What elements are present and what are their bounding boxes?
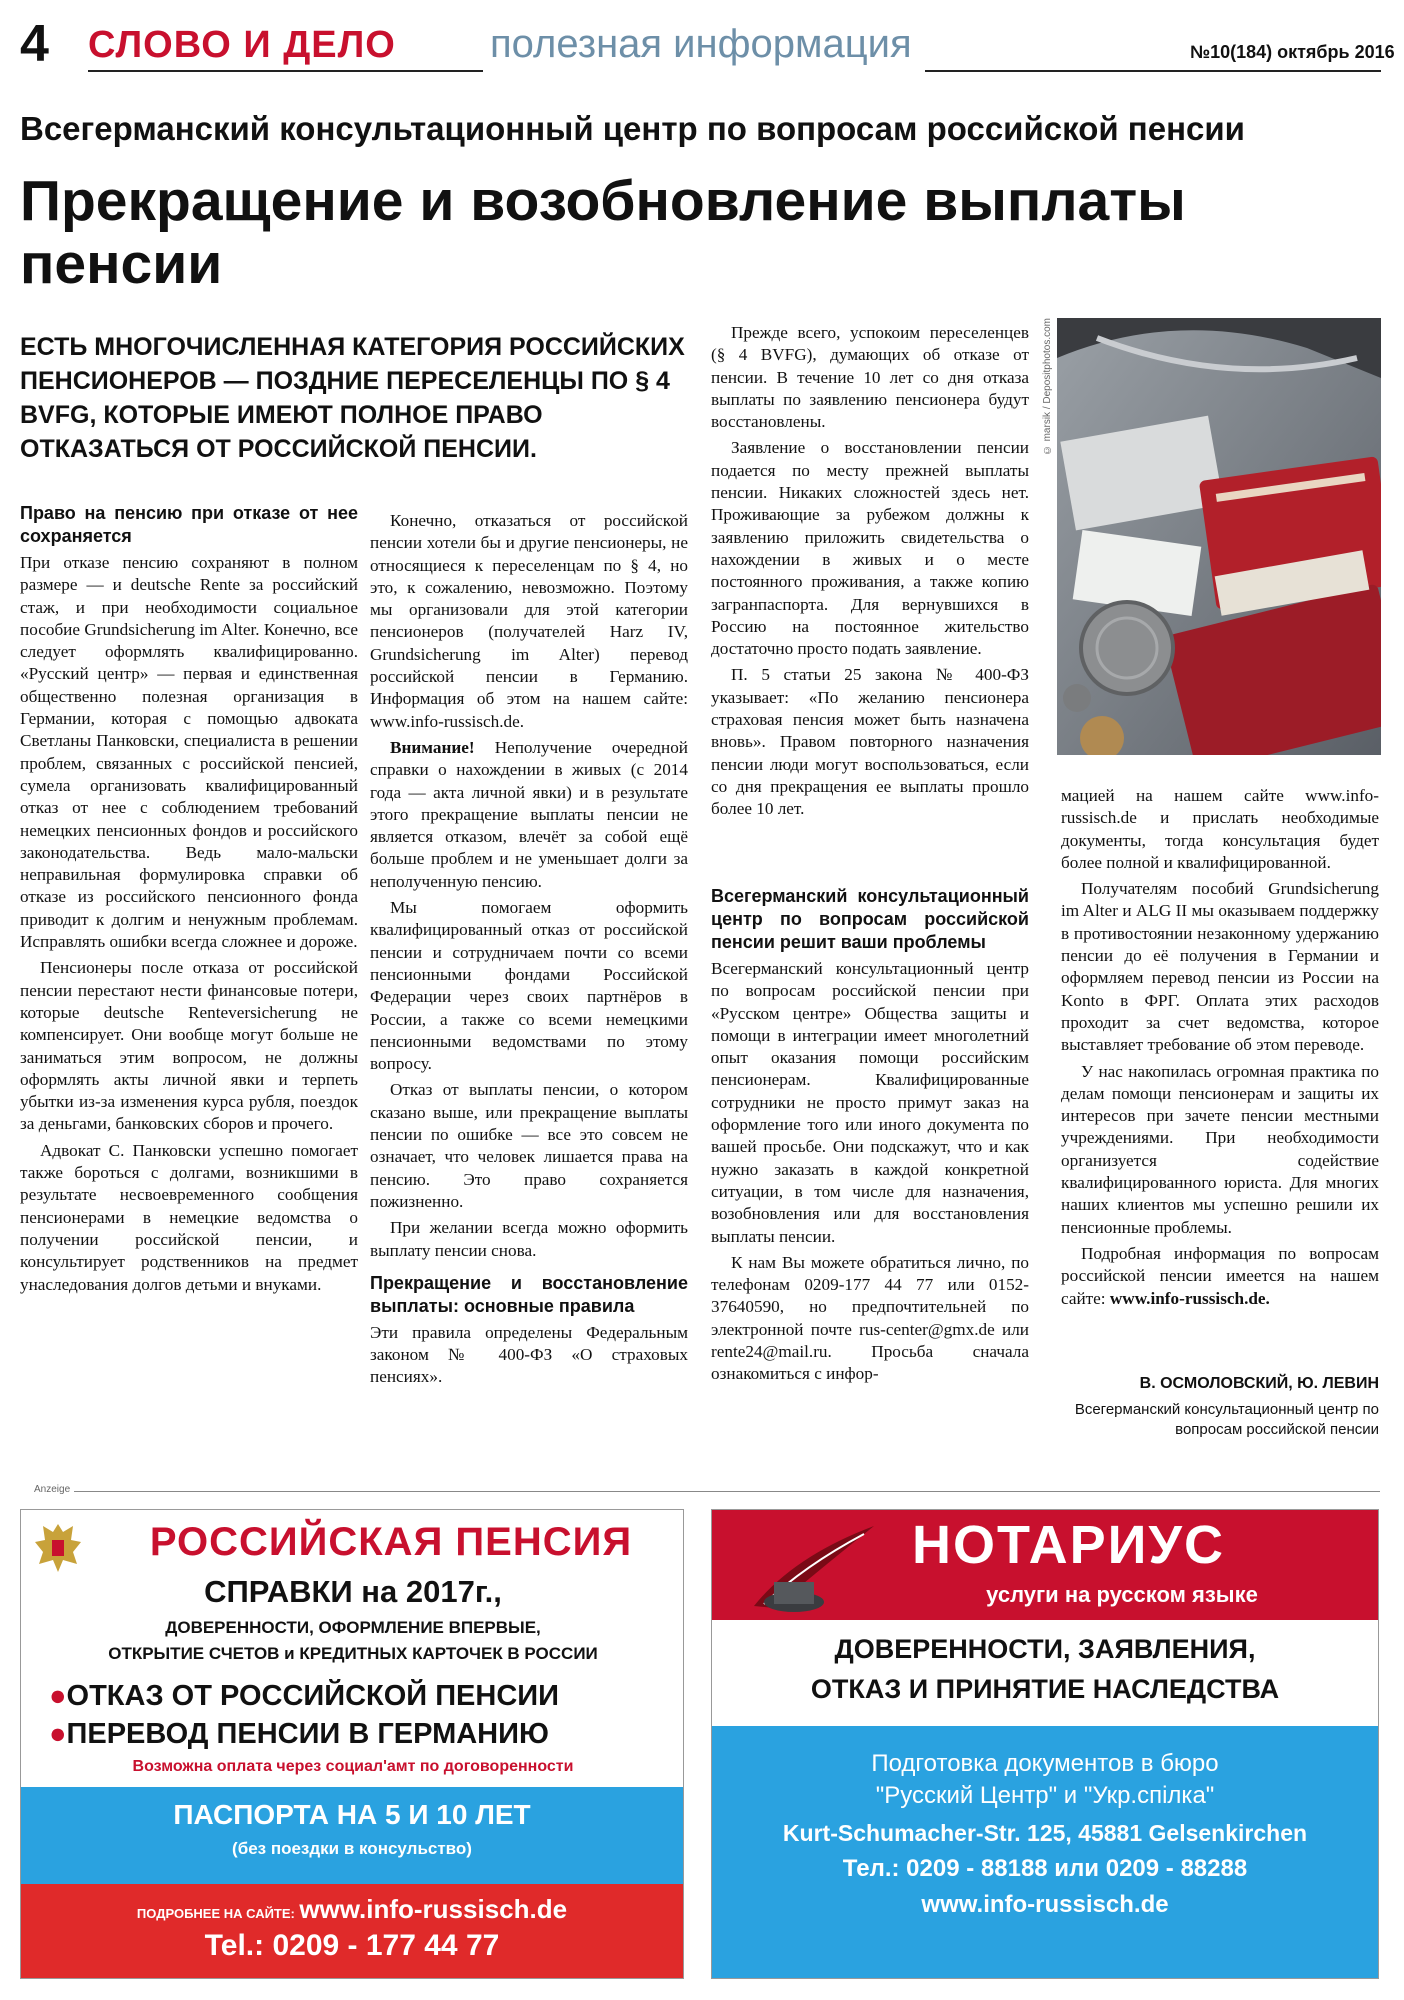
ad2-subtitle: услуги на русском языке	[986, 1582, 1258, 1607]
attention-text: Неполучение очередной справки о нахождении в живых (с 2014 года — акта личной явки) и в результате этого прекращение выплаты пенсии не является отказом, влечёт за собой ещё больше проблем и не уменьшает долги за неполученную пенсию.	[370, 737, 688, 891]
ad1-payment-note: Возможна оплата через социал'амт по договоренности	[132, 1758, 574, 1775]
ad1-passport-note: (без поездки в консульство)	[232, 1839, 472, 1858]
ad1-phone[interactable]: Tel.: 0209 - 177 44 77	[204, 1929, 500, 1962]
article-headline: Прекращение и возобновление выплаты пенсии	[20, 169, 1186, 296]
header-rule-right	[925, 70, 1381, 72]
ad2-bureau-line1: Подготовка документов в бюро	[871, 1750, 1219, 1777]
paragraph: У нас накопилась огромная практика по делам помощи пенсионерам и защиты их интересов при зачете пенсии местными учреждениями. При необходимости организуется содействие квалифицированного юриста. Для многих наших клиентов мы успешно решили их пенсионные проблемы.	[1061, 1061, 1379, 1237]
paragraph: К нам Вы можете обратиться лично, по телефонам 0209-177 44 77 или 0152-37640590, но предпочтительней по электронной почте rus-center@gmx.de или rente24@mail.ru. Просьба сначала ознакомиться с инфор-	[711, 1252, 1029, 1384]
ad-russian-pension	[20, 1509, 684, 1979]
ad1-services-line1: ДОВЕРЕННОСТИ, ОФОРМЛЕНИЕ ВПЕРВЫЕ,	[165, 1618, 541, 1637]
ad1-services-line2: ОТКРЫТИЕ СЧЕТОВ и КРЕДИТНЫХ КАРТОЧЕК В РОССИИ	[108, 1644, 598, 1663]
ad2-banner	[712, 1510, 1378, 1620]
ad1-site-row	[21, 1894, 683, 1925]
article-column-3	[711, 322, 1029, 825]
article-column-2	[370, 510, 688, 1393]
article-column-4	[1061, 785, 1379, 1314]
ad2-address: Kurt-Schumacher-Str. 125, 45881 Gelsenkirchen	[782, 1820, 1308, 1846]
author-names: В. ОСМОЛОВСКИЙ, Ю. ЛЕВИН	[1139, 1375, 1379, 1392]
article-column-1	[20, 502, 358, 1300]
paragraph	[1061, 1243, 1379, 1310]
article-column-3-continued	[711, 885, 1029, 1390]
ad1-site-label: ПОДРОБНЕЕ НА САЙТЕ:	[136, 1906, 295, 1921]
ad1-website[interactable]: www.info-russisch.de	[299, 1894, 568, 1924]
ad2-services-line1: ДОВЕРЕННОСТИ, ЗАЯВЛЕНИЯ,	[834, 1634, 1256, 1664]
paragraph: Эти правила определены Федеральным законом № 400-ФЗ «О страховых пенсиях».	[370, 1322, 688, 1387]
paragraph: мацией на нашем сайте www.info-russisch.de и прислать необходимые документы, тогда консультация будет более полной и квалифицированной.	[1061, 786, 1379, 872]
subhead-center: Всегерманский консультационный центр по вопросам российской пенсии решит ваши проблемы	[711, 886, 1029, 952]
bullet-icon: ●	[49, 1680, 67, 1712]
subhead-rules: Прекращение и восстановление выплаты: основные правила	[370, 1272, 688, 1316]
ad1-passport: ПАСПОРТА НА 5 И 10 ЛЕТ	[173, 1799, 531, 1830]
paragraph: Заявление о восстановлении пенсии подается по месту прежней выплаты пенсии. Никаких сложностей здесь нет. Проживающие за рубежом должны к заявлению приложить свидетельства о нахождении в живых и о месте постоянного проживания, а также копию загранпаспорта. Для вернувшихся в Россию на постоянное жительство достаточно просто подать заявление.	[711, 438, 1029, 659]
ad2-services-line2: ОТКАЗ И ПРИНЯТИЕ НАСЛЕДСТВА	[810, 1674, 1280, 1704]
attention-label: Внимание!	[390, 737, 475, 757]
paragraph: Отказ от выплаты пенсии, о котором сказано выше, или прекращение выплаты пенсии по ошибке — все это совсем не означает, что человек лишается права на пенсию. Это право сохраняется пожизненно.	[370, 1080, 688, 1211]
paragraph: При отказе пенсию сохраняют в полном размере — и deutsche Rente за российский стаж, и при необходимости социальное пособие Grundsicherung im Alter. Конечно, все следует оформлять квалифицированно. «Русский центр» — первая и единственная общественно полезная организация в Германии, которая с помощью адвоката Светланы Панковски, специалиста в решении проблем, связанных с российской пенсией, сумела организовать квалифицированный отказ от нее с соблюдением требований немецких пенсионных фондов и российского законодательства. Ведь мало-мальски неправильная формулировка справки об отказе из российского пенсионного фонда приводит к долгим и ненужным проблемам. Исправлять ошибки всегда сложнее и дороже.	[20, 553, 358, 952]
header-rule-left	[88, 70, 483, 72]
pension-documents-illustration	[1057, 318, 1381, 755]
paragraph: При желании всегда можно оформить выплату пенсии снова.	[370, 1218, 688, 1260]
ad1-certificates: СПРАВКИ на 2017г.,	[204, 1574, 502, 1609]
newspaper-brand: СЛОВО И ДЕЛО	[88, 24, 396, 66]
paragraph: Прежде всего, успокоим переселенцев (§ 4 BVFG), думающих об отказе от пенсии. В течение 10 лет со дня отказа выплаты по заявлению пенсионера будут восстановлены.	[711, 323, 1029, 432]
ad1-passport-band	[21, 1787, 683, 1884]
ad1-contact-band	[21, 1884, 683, 1979]
ad2-title: НОТАРИУС	[912, 1515, 1225, 1575]
page-number: 4	[20, 15, 49, 73]
author-organization: Всегерманский консультационный центр по вопросам российской пенсии	[1074, 1401, 1379, 1438]
quill-inkwell-icon	[734, 1516, 884, 1616]
ad2-website[interactable]: www.info-russisch.de	[921, 1891, 1169, 1918]
paragraph: Получателям пособий Grundsicherung im Alter и ALG II мы оказываем поддержку в противостоянии незаконному удержанию пенсии до её получения в Германии и оформляем перевод пенсии из России на Konto в ФРГ. Оплата этих расходов проходит за счет ведомства, которое выставляет требование об этом переводе.	[1061, 879, 1379, 1055]
ad2-contact-band	[712, 1726, 1378, 1979]
website-link[interactable]: www.info-russisch.de.	[1109, 1288, 1270, 1308]
coat-of-arms-icon	[33, 1518, 83, 1576]
issue-info: №10(184) октябрь 2016	[1190, 42, 1395, 62]
ad1-title: РОССИЙСКАЯ ПЕНСИЯ	[149, 1520, 633, 1564]
subhead-right-to-pension: Право на пенсию при отказе от нее сохраняется	[20, 503, 358, 546]
ad1-bullet-transfer: ●ПЕРЕВОД ПЕНСИИ В ГЕРМАНИЮ	[49, 1718, 549, 1750]
article-lead: ЕСТЬ МНОГОЧИСЛЕННАЯ КАТЕГОРИЯ РОССИЙСКИХ ПЕНСИОНЕРОВ — ПОЗДНИЕ ПЕРЕСЕЛЕНЦЫ ПО § 4 BVFG, КОТОРЫЕ ИМЕЮТ ПОЛНОЕ ПРАВО ОТКАЗАТЬСЯ ОТ РОССИЙСКОЙ ПЕНСИИ.	[20, 333, 685, 463]
paragraph: Всегерманский консультационный центр по вопросам российской пенсии при «Русском центре» Общества защиты и помощи в интеграции имеет многолетний опыт оказания помощи российским пенсионерам. Квалифицированные сотрудники не просто примут заказ на оформление того или иного документа по вашей просьбе. Они подскажут, что и как нужно заказать в каждой конкретной ситуации, в том числе для назначения, возобновления или для восстановления выплаты пенсии.	[711, 959, 1029, 1246]
ad2-bureau-line2: "Русский Центр" и "Укр.спілка"	[875, 1782, 1215, 1809]
section-title: полезная информация	[490, 22, 912, 66]
paragraph-attention	[370, 737, 688, 893]
ad-divider	[58, 1491, 1380, 1492]
paragraph: Конечно, отказаться от российской пенсии хотели бы и другие пенсионеры, не относящиеся к переселенцам по § 4, но это, к сожалению, невозможно. Поэтому мы организовали для этой категории пенсионеров (получателей Harz IV, Grundsicherung im Alter) перевод российской пенсии в Германию. Информация об этом на нашем сайте: www.info-russisch.de.	[370, 511, 688, 731]
ad2-phones[interactable]: Тел.: 0209 - 88188 или 0209 - 88288	[842, 1855, 1248, 1882]
ad-notary	[711, 1509, 1379, 1979]
bullet-icon: ●	[49, 1718, 67, 1750]
paragraph: Адвокат С. Панковски успешно помогает также бороться с долгами, возникшими в результате несвоевременного сообщения пенсионерами в немецкие ведомства о получении российской пенсии, и консультирует родственников на предмет унаследования долгов детьми и внуками.	[20, 1140, 358, 1294]
article-kicker: Всегерманский консультационный центр по вопросам российской пенсии	[20, 110, 1245, 147]
paragraph: Мы помогаем оформить квалифицированный отказ от российской пенсии и сотрудничаем почти со всеми пенсионными фондами Российской Федерации через своих партнёров в России, а также со всеми немецкими пенсионными ведомствами по этому вопросу.	[370, 898, 688, 1074]
paragraph: П. 5 статьи 25 закона № 400-ФЗ указывает: «По желанию пенсионера страховая пенсия может быть назначена вновь». Правом повторного назначения пенсии люди могут воспользоваться, если со дня прекращения ее выплаты прошло более 10 лет.	[711, 665, 1029, 819]
article-photo	[1057, 318, 1381, 755]
anzeige-label: Anzeige	[30, 1484, 74, 1495]
paragraph-text: Подробная информация по вопросам российской пенсии имеется на нашем сайте:	[1061, 1243, 1379, 1308]
ad1-bullet-refusal: ●ОТКАЗ ОТ РОССИЙСКОЙ ПЕНСИИ	[49, 1680, 559, 1712]
paragraph: Пенсионеры после отказа от российской пенсии перестают нести финансовые потери, которые deutsche Renteversicherung не компенсирует. Они вообще могут больше не заниматься этим вопросом, не должны оформлять акты личной явки и терпеть убытки из-за изменения курса рубля, поездок за деньгами, банковских сборов и прочего.	[20, 958, 358, 1134]
photo-credit: © marsik / Depositphotos.com	[1042, 318, 1053, 456]
